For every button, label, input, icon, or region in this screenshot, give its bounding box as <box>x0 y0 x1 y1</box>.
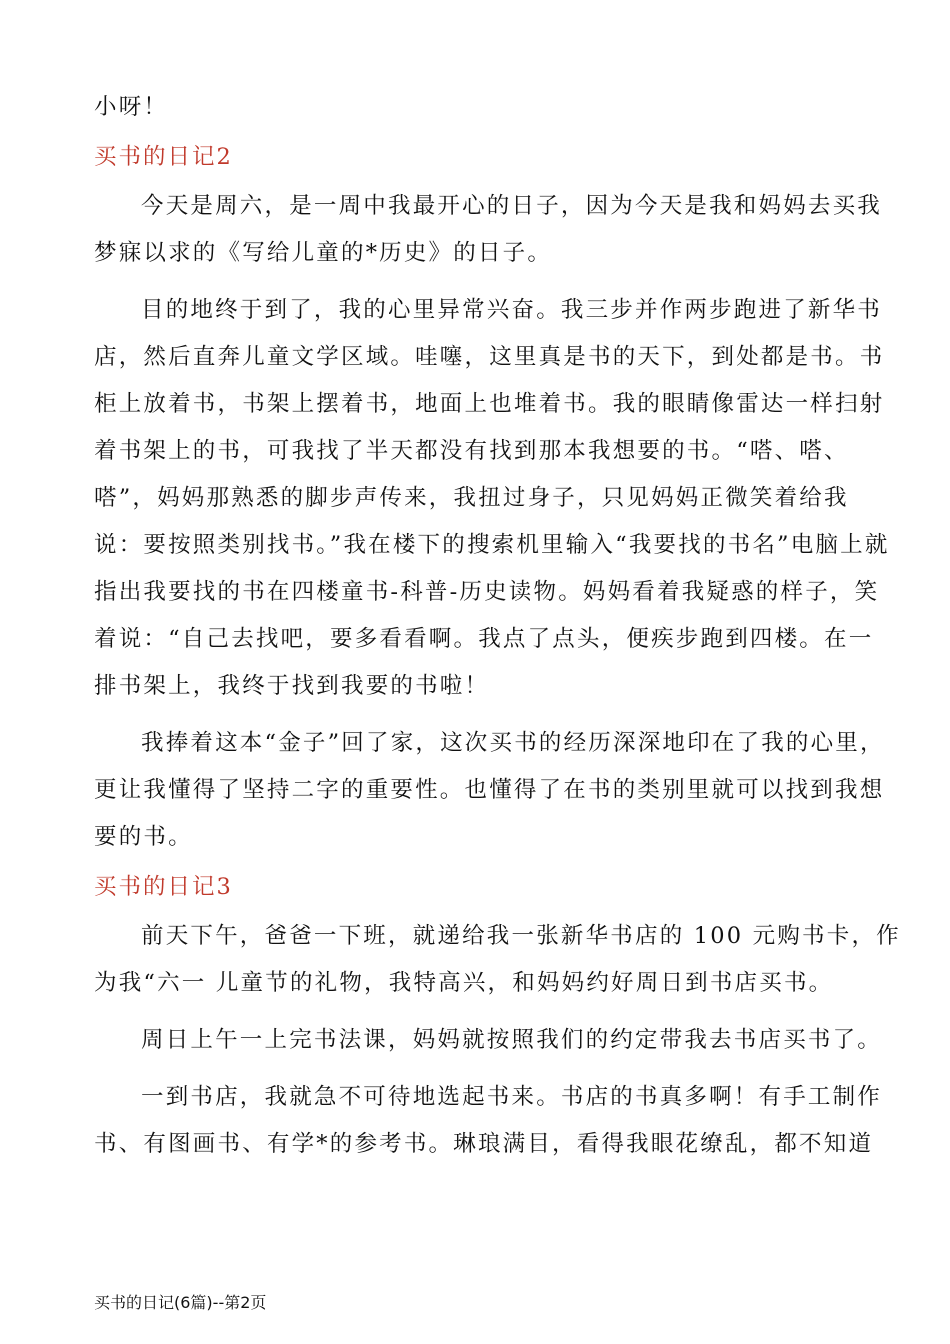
text-line: 梦寐以求的《写给儿童的*历史》的日子。 <box>94 240 553 266</box>
text-line: 前天下午，爸爸一下班，就递给我一张新华书店的 100 元购书卡，作 <box>141 923 901 949</box>
text-line: 说：要按照类别找书。”我在楼下的搜索机里输入“我要找的书名”电脑上就 <box>94 532 890 558</box>
text-line: 为我“六一 儿童节的礼物，我特高兴，和妈妈约好周日到书店买书。 <box>94 970 834 996</box>
text-line: 我捧着这本“金子”回了家，这次买书的经历深深地印在了我的心里， <box>141 730 885 756</box>
document-body <box>94 84 901 1168</box>
text-line: 书、有图画书、有学*的参考书。琳琅满目，看得我眼花缭乱，都不知道 <box>94 1131 874 1157</box>
page-footer: 买书的日记(6篇)--第2页 <box>94 1293 267 1312</box>
text-line: 着说：“自己去找吧，要多看看啊。我点了点头，便疾步跑到四楼。在一 <box>94 626 874 652</box>
text-line: 更让我懂得了坚持二字的重要性。也懂得了在书的类别里就可以找到我想 <box>94 777 885 803</box>
text-line: 着书架上的书，可我找了半天都没有找到那本我想要的书。“嗒、嗒、 <box>94 438 849 464</box>
paragraph <box>94 287 890 710</box>
paragraph <box>94 183 883 277</box>
text-line: 要的书。 <box>94 824 193 850</box>
text-line: 周日上午一上完书法课，妈妈就按照我们的约定带我去书店买书了。 <box>141 1027 883 1053</box>
paragraph <box>94 1074 883 1168</box>
text-line: 店，然后直奔儿童文学区域。哇噻，这里真是书的天下，到处都是书。书 <box>94 344 885 370</box>
section-title: 买书的日记3 <box>94 874 233 900</box>
paragraph <box>94 1017 883 1064</box>
paragraph <box>94 913 901 1007</box>
text-line: 今天是周六，是一周中我最开心的日子，因为今天是我和妈妈去买我 <box>141 193 883 219</box>
text-line: 小呀！ <box>94 94 169 120</box>
section-title: 买书的日记2 <box>94 144 233 170</box>
text-line: 排书架上，我终于找到我要的书啦！ <box>94 673 490 699</box>
text-line: 柜上放着书，书架上摆着书，地面上也堆着书。我的眼睛像雷达一样扫射 <box>94 391 885 417</box>
paragraph <box>94 720 885 861</box>
text-line: 目的地终于到了，我的心里异常兴奋。我三步并作两步跑进了新华书 <box>141 297 883 323</box>
text-line: 嗒”，妈妈那熟悉的脚步声传来，我扭过身子，只见妈妈正微笑着给我 <box>94 485 849 511</box>
text-line: 一到书店，我就急不可待地选起书来。书店的书真多啊！有手工制作 <box>141 1084 883 1110</box>
text-line: 指出我要找的书在四楼童书-科普-历史读物。妈妈看着我疑惑的样子，笑 <box>94 579 880 605</box>
